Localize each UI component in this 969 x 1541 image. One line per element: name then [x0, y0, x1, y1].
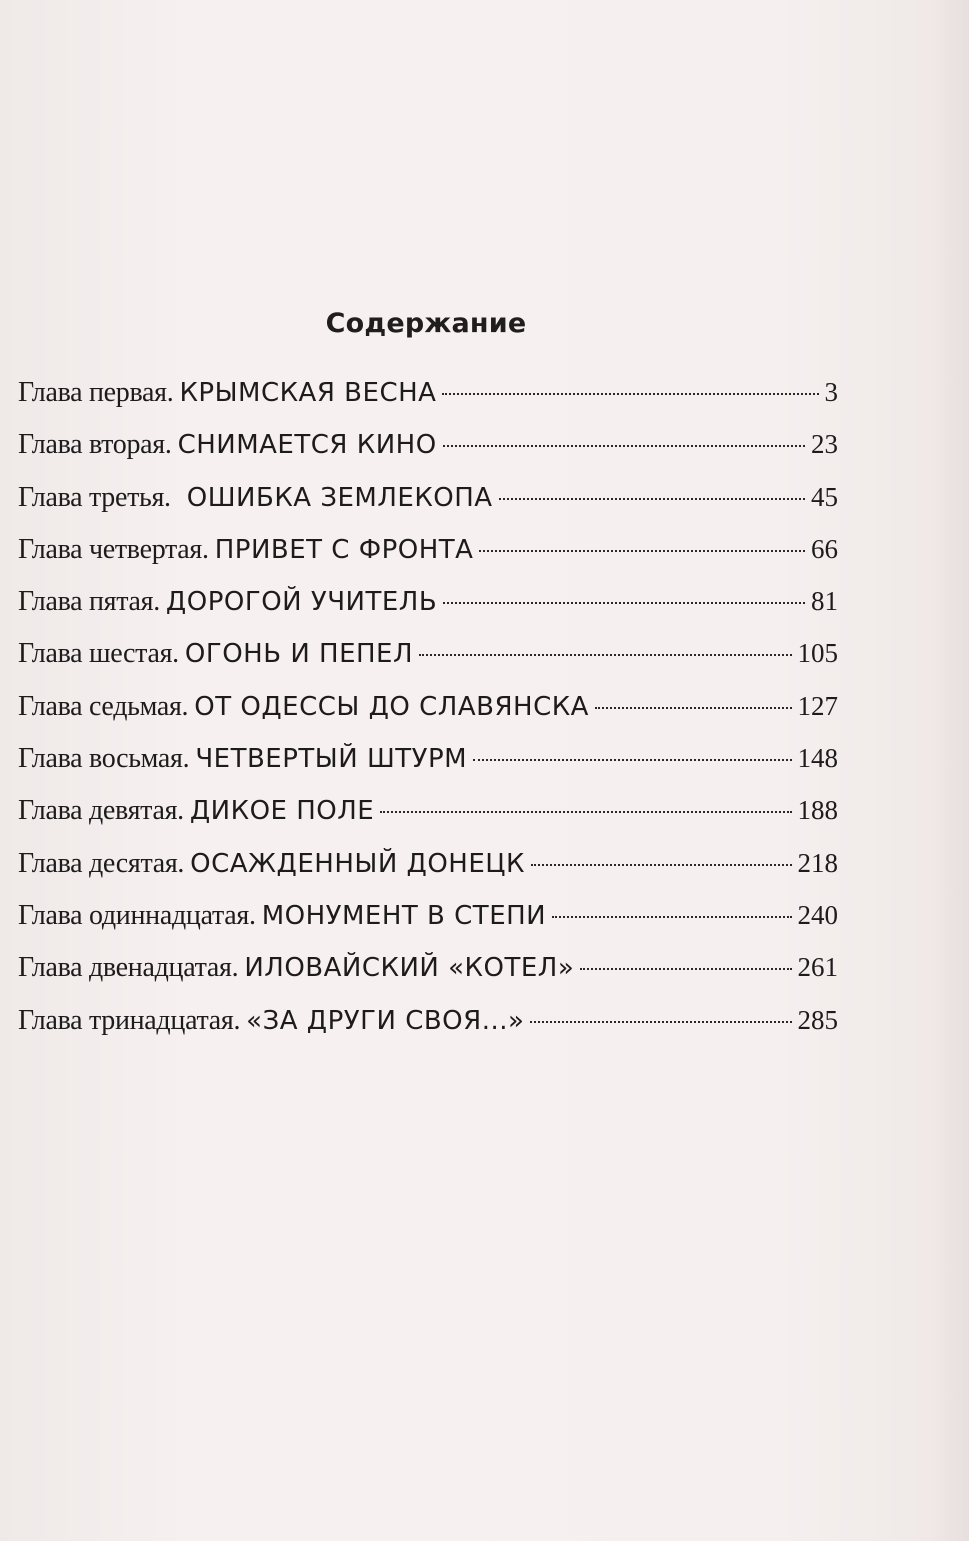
- dot-leader: [442, 393, 818, 395]
- chapter-number: Глава девятая.: [18, 795, 184, 827]
- toc-entry-label: [18, 948, 574, 988]
- toc-entry: [18, 1000, 838, 1052]
- toc-entry-label: [18, 844, 525, 884]
- page-number: 105: [797, 638, 838, 669]
- toc-entry: [18, 633, 838, 685]
- dot-leader: [443, 445, 805, 447]
- page-number: 23: [811, 429, 838, 460]
- page-number: 240: [797, 899, 838, 930]
- chapter-title: ПРИВЕТ С ФРОНТА: [214, 534, 474, 565]
- page-number: 261: [797, 952, 838, 983]
- chapter-number: Глава первая.: [18, 377, 174, 408]
- dot-leader: [552, 916, 791, 918]
- dot-leader: [530, 1021, 791, 1023]
- toc-entry: [18, 477, 838, 529]
- chapter-title: ДИКОЕ ПОЛЕ: [189, 796, 375, 827]
- page-number: 285: [797, 1004, 838, 1035]
- page-number: 218: [797, 847, 838, 878]
- chapter-number: Глава четвертая.: [18, 533, 209, 565]
- toc-entry: [18, 424, 838, 476]
- toc-entry-label: [18, 687, 589, 727]
- toc-entry-label: [18, 896, 546, 936]
- toc-entry-label: [18, 582, 437, 622]
- chapter-number: Глава шестая.: [18, 638, 179, 670]
- page-number: 188: [797, 795, 838, 826]
- page-number: 66: [811, 533, 838, 564]
- page-number: 45: [811, 481, 838, 512]
- table-of-contents: [18, 372, 838, 1052]
- toc-entry: [18, 790, 838, 842]
- dot-leader: [499, 498, 805, 500]
- toc-entry: [18, 843, 838, 895]
- page-edge-shadow: [929, 0, 969, 1541]
- toc-entry-label: [18, 791, 374, 831]
- toc-entry: [18, 581, 838, 633]
- chapter-number: Глава седьмая.: [18, 690, 189, 722]
- dot-leader: [473, 759, 791, 761]
- toc-entry-label: [18, 1001, 524, 1041]
- page-number: 127: [797, 690, 838, 721]
- dot-leader: [380, 811, 791, 813]
- chapter-title: ИЛОВАЙСКИЙ «КОТЕЛ»: [244, 953, 575, 984]
- chapter-number: Глава десятая.: [18, 847, 185, 879]
- chapter-number: Глава восьмая.: [18, 743, 190, 775]
- page-number: 81: [811, 586, 838, 617]
- chapter-title: ДОРОГОЙ УЧИТЕЛЬ: [165, 587, 438, 618]
- dot-leader: [580, 968, 791, 970]
- chapter-title: «ЗА ДРУГИ СВОЯ...»: [246, 1005, 525, 1036]
- dot-leader: [531, 864, 792, 866]
- dot-leader: [595, 707, 792, 709]
- toc-entry-label: [18, 373, 436, 413]
- chapter-title: ОШИБКА ЗЕМЛЕКОПА: [186, 482, 493, 513]
- chapter-title: ОГОНЬ И ПЕПЕЛ: [184, 639, 414, 670]
- chapter-title: ЧЕТВЕРТЫЙ ШТУРМ: [195, 744, 468, 775]
- toc-entry: [18, 947, 838, 999]
- dot-leader: [419, 654, 791, 656]
- toc-entry-label: [18, 634, 413, 674]
- chapter-title: КРЫМСКАЯ ВЕСНА: [179, 378, 437, 408]
- dot-leader: [479, 550, 805, 552]
- dot-leader: [443, 602, 805, 604]
- toc-entry-label: [18, 478, 493, 518]
- toc-entry-label: [18, 425, 437, 465]
- page-number: 148: [797, 743, 838, 774]
- toc-entry: [18, 529, 838, 581]
- toc-entry: [18, 895, 838, 947]
- chapter-title: МОНУМЕНТ В СТЕПИ: [261, 900, 547, 931]
- chapter-number: Глава третья.: [18, 481, 171, 513]
- chapter-title: ОСАЖДЕННЫЙ ДОНЕЦК: [190, 848, 525, 879]
- chapter-number: Глава вторая.: [18, 429, 172, 461]
- chapter-number: Глава тринадцатая.: [18, 1004, 241, 1036]
- chapter-number: Глава одиннадцатая.: [18, 899, 256, 931]
- toc-heading: Содержание: [325, 308, 527, 339]
- chapter-number: Глава двенадцатая.: [18, 952, 239, 984]
- toc-entry: [18, 738, 838, 790]
- page-number: 3: [824, 377, 838, 407]
- chapter-title: ОТ ОДЕССЫ ДО СЛАВЯНСКА: [194, 691, 589, 722]
- chapter-title: СНИМАЕТСЯ КИНО: [177, 430, 437, 461]
- toc-entry: [18, 372, 838, 424]
- toc-entry-label: [18, 530, 473, 570]
- toc-entry-label: [18, 739, 467, 779]
- chapter-number: Глава пятая.: [18, 586, 160, 618]
- toc-entry: [18, 686, 838, 738]
